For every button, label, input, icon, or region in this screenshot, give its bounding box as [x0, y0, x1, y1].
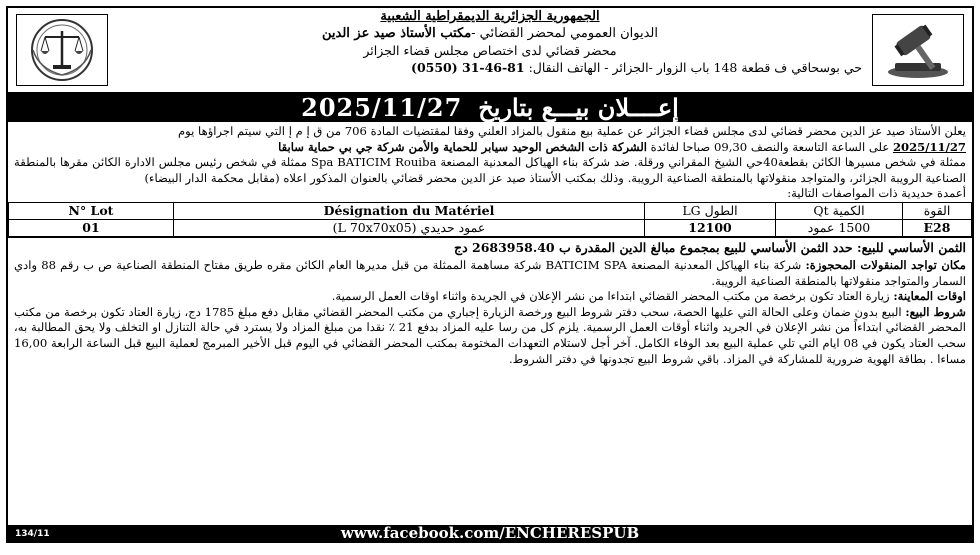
header-lg: الطول LG	[645, 202, 776, 219]
table-header-row	[9, 202, 972, 219]
terms-paragraph	[14, 305, 966, 367]
announcement-page	[6, 6, 974, 543]
viewing-paragraph	[14, 289, 966, 305]
address-line	[118, 59, 862, 76]
header	[8, 8, 972, 92]
footer	[8, 525, 972, 541]
header-designation: Désignation du Matériel	[174, 202, 645, 219]
header-text	[118, 8, 862, 76]
cell-lot: 01	[9, 219, 174, 236]
terms-text: البيع بدون ضمان وعلى الحالة التي عليها الحصة، سحب دفتر شروط البيع ورخصة الزيارة إجباري من مكتب المحضر القضائي مقابل دفع مبلغ 1785 دج، زيارة العتاد تكون برخصة من مكتب المحضر القضائي ابتداءاً من نشر الإعلان في الجريد واثناء أوقات العمل الرسمية. يلزم كل من رسا عليه المزاد بدفع 21 ٪ نقدا من مبلغ المزاد ولا يسترد في حالة التنازل او التخلف ولا يحق المطالبة به، سحب العتاد يكون في 08 ايام التي تلي عملية البيع بعد الوفاء الكامل. آخر أجل لاستلام التعهدات المختومة بمكتب المحضر القضائي في اليوم قبل الأخير المبرمج لعملية البيع قبل الساعة الرابعة 16,00 مساءا . بطاقة الهوية ضرورية للمشاركة في المزاد. باقي شروط البيع تجدونها في دفتر الشروط.	[14, 304, 966, 366]
paragraph-items-intro: أعمدة حديدية ذات المواصفات التالية:	[787, 186, 966, 201]
scales-of-justice-logo	[16, 14, 108, 86]
gavel-logo	[872, 14, 964, 86]
header-lot: N° Lot	[9, 202, 174, 219]
office-prefix: الديوان العمومي لمحضر القضائي -	[471, 26, 658, 41]
place-paragraph	[14, 258, 966, 289]
cell-designation: عمود حديدي (L 70x70x05)	[174, 219, 645, 236]
terms-label: شروط البيع:	[905, 304, 967, 319]
footer-url[interactable]: www.facebook.com/ENCHERESPUB	[340, 524, 640, 542]
cell-force: E28	[903, 219, 972, 236]
office-name	[118, 25, 862, 42]
base-price: الثمن الأساسي للبيع: حدد الثمن الأساسي للبيع بمجموع مبالغ الدين المقدرة ب 2683958.40 دج	[8, 237, 972, 256]
scales-of-justice-icon	[19, 17, 105, 83]
banner-title: إعــــلان بيـــع بتاريخ	[478, 92, 679, 122]
paragraph-intro: يعلن الأستاذ صيد عز الدين محضر قضائي لدى مجلس قضاء الجزائر عن عملية بيع منقول بالمزاد العلني وفقا لمقتضيات المادة 706 من ق إ م إ التي سيتم اجراؤها يوم	[177, 124, 966, 138]
banner-date: 2025/11/27	[301, 92, 463, 122]
office-bold: مكتب الأستاذ صيد عز الدين	[322, 26, 472, 41]
sale-date: 2025/11/27	[892, 139, 966, 154]
place-text: شركة بناء الهياكل المعدنية المصنعة BATICIM SPA شركة مساهمة الممثلة من قبل مديرها العام الكائن مقره طريق مفتاح المنطقة الصناعية ص ب رقم 88 وادي السمار والمتواجد منقولاتها بالمنطقة الصناعية الرويبة.	[14, 257, 966, 288]
gavel-icon	[875, 17, 961, 83]
specification-table	[8, 202, 972, 237]
viewing-text: زيارة العتاد تكون برخصة من مكتب المحضر القضائي ابتداءا من نشر الإعلان في الجريدة واثناء اوقات العمل الرسمية.	[331, 289, 894, 304]
table-row	[9, 219, 972, 236]
beneficiary-company: الشركة ذات الشخص الوحيد سيابر للحماية والأمن شركة جي بي حماية سابقا	[278, 139, 647, 154]
announcement-body	[8, 122, 972, 202]
place-label: مكان تواجد المنقولات المحجوزة:	[805, 257, 966, 272]
cell-lg: 12100	[645, 219, 776, 236]
header-force: القوة	[903, 202, 972, 219]
viewing-label: اوقات المعاينة:	[893, 289, 966, 304]
bailiff-jurisdiction: محضر قضائي لدى اختصاص مجلس قضاء الجزائر	[363, 43, 617, 58]
cell-qt: 1500 عمود	[776, 219, 903, 236]
address-text: حي بوسحاقي ف قطعة 148 باب الزوار -الجزائر - الهاتف النقال:	[528, 60, 862, 75]
sale-banner	[8, 92, 972, 122]
republic-name: الجمهورية الجزائرية الديمقراطية الشعبية	[380, 9, 600, 24]
header-qt: الكمية Qt	[776, 202, 903, 219]
phone-number: (0550) 31-46-81	[411, 60, 525, 75]
publication-code: 134/11	[12, 529, 53, 539]
sale-time: على الساعة التاسعة والنصف 09,30 صباحا لفائدة	[647, 139, 893, 154]
details-body	[8, 256, 972, 367]
paragraph-date	[14, 140, 966, 156]
paragraph-parties: ممثلة في شخص مسيرها الكائن بقطعة40حي الشيخ المقراني ورقلة. ضد شركة بناء الهياكل المعدنية المصنعة Spa BATICIM Rouiba ممثلة في شخص رئيس مجلس الادارة الكائن مقرها بالمنطقة الصناعية الرويبة الجزائر، والمتواجد منقولاتها بالمنطقة الصناعية الرويبة. وذلك بمكتب الأستاذ صيد عز الدين محضر قضائي بالعنوان المذكور اعلاه (مقابل محكمة الدار البيضاء)	[14, 155, 966, 185]
